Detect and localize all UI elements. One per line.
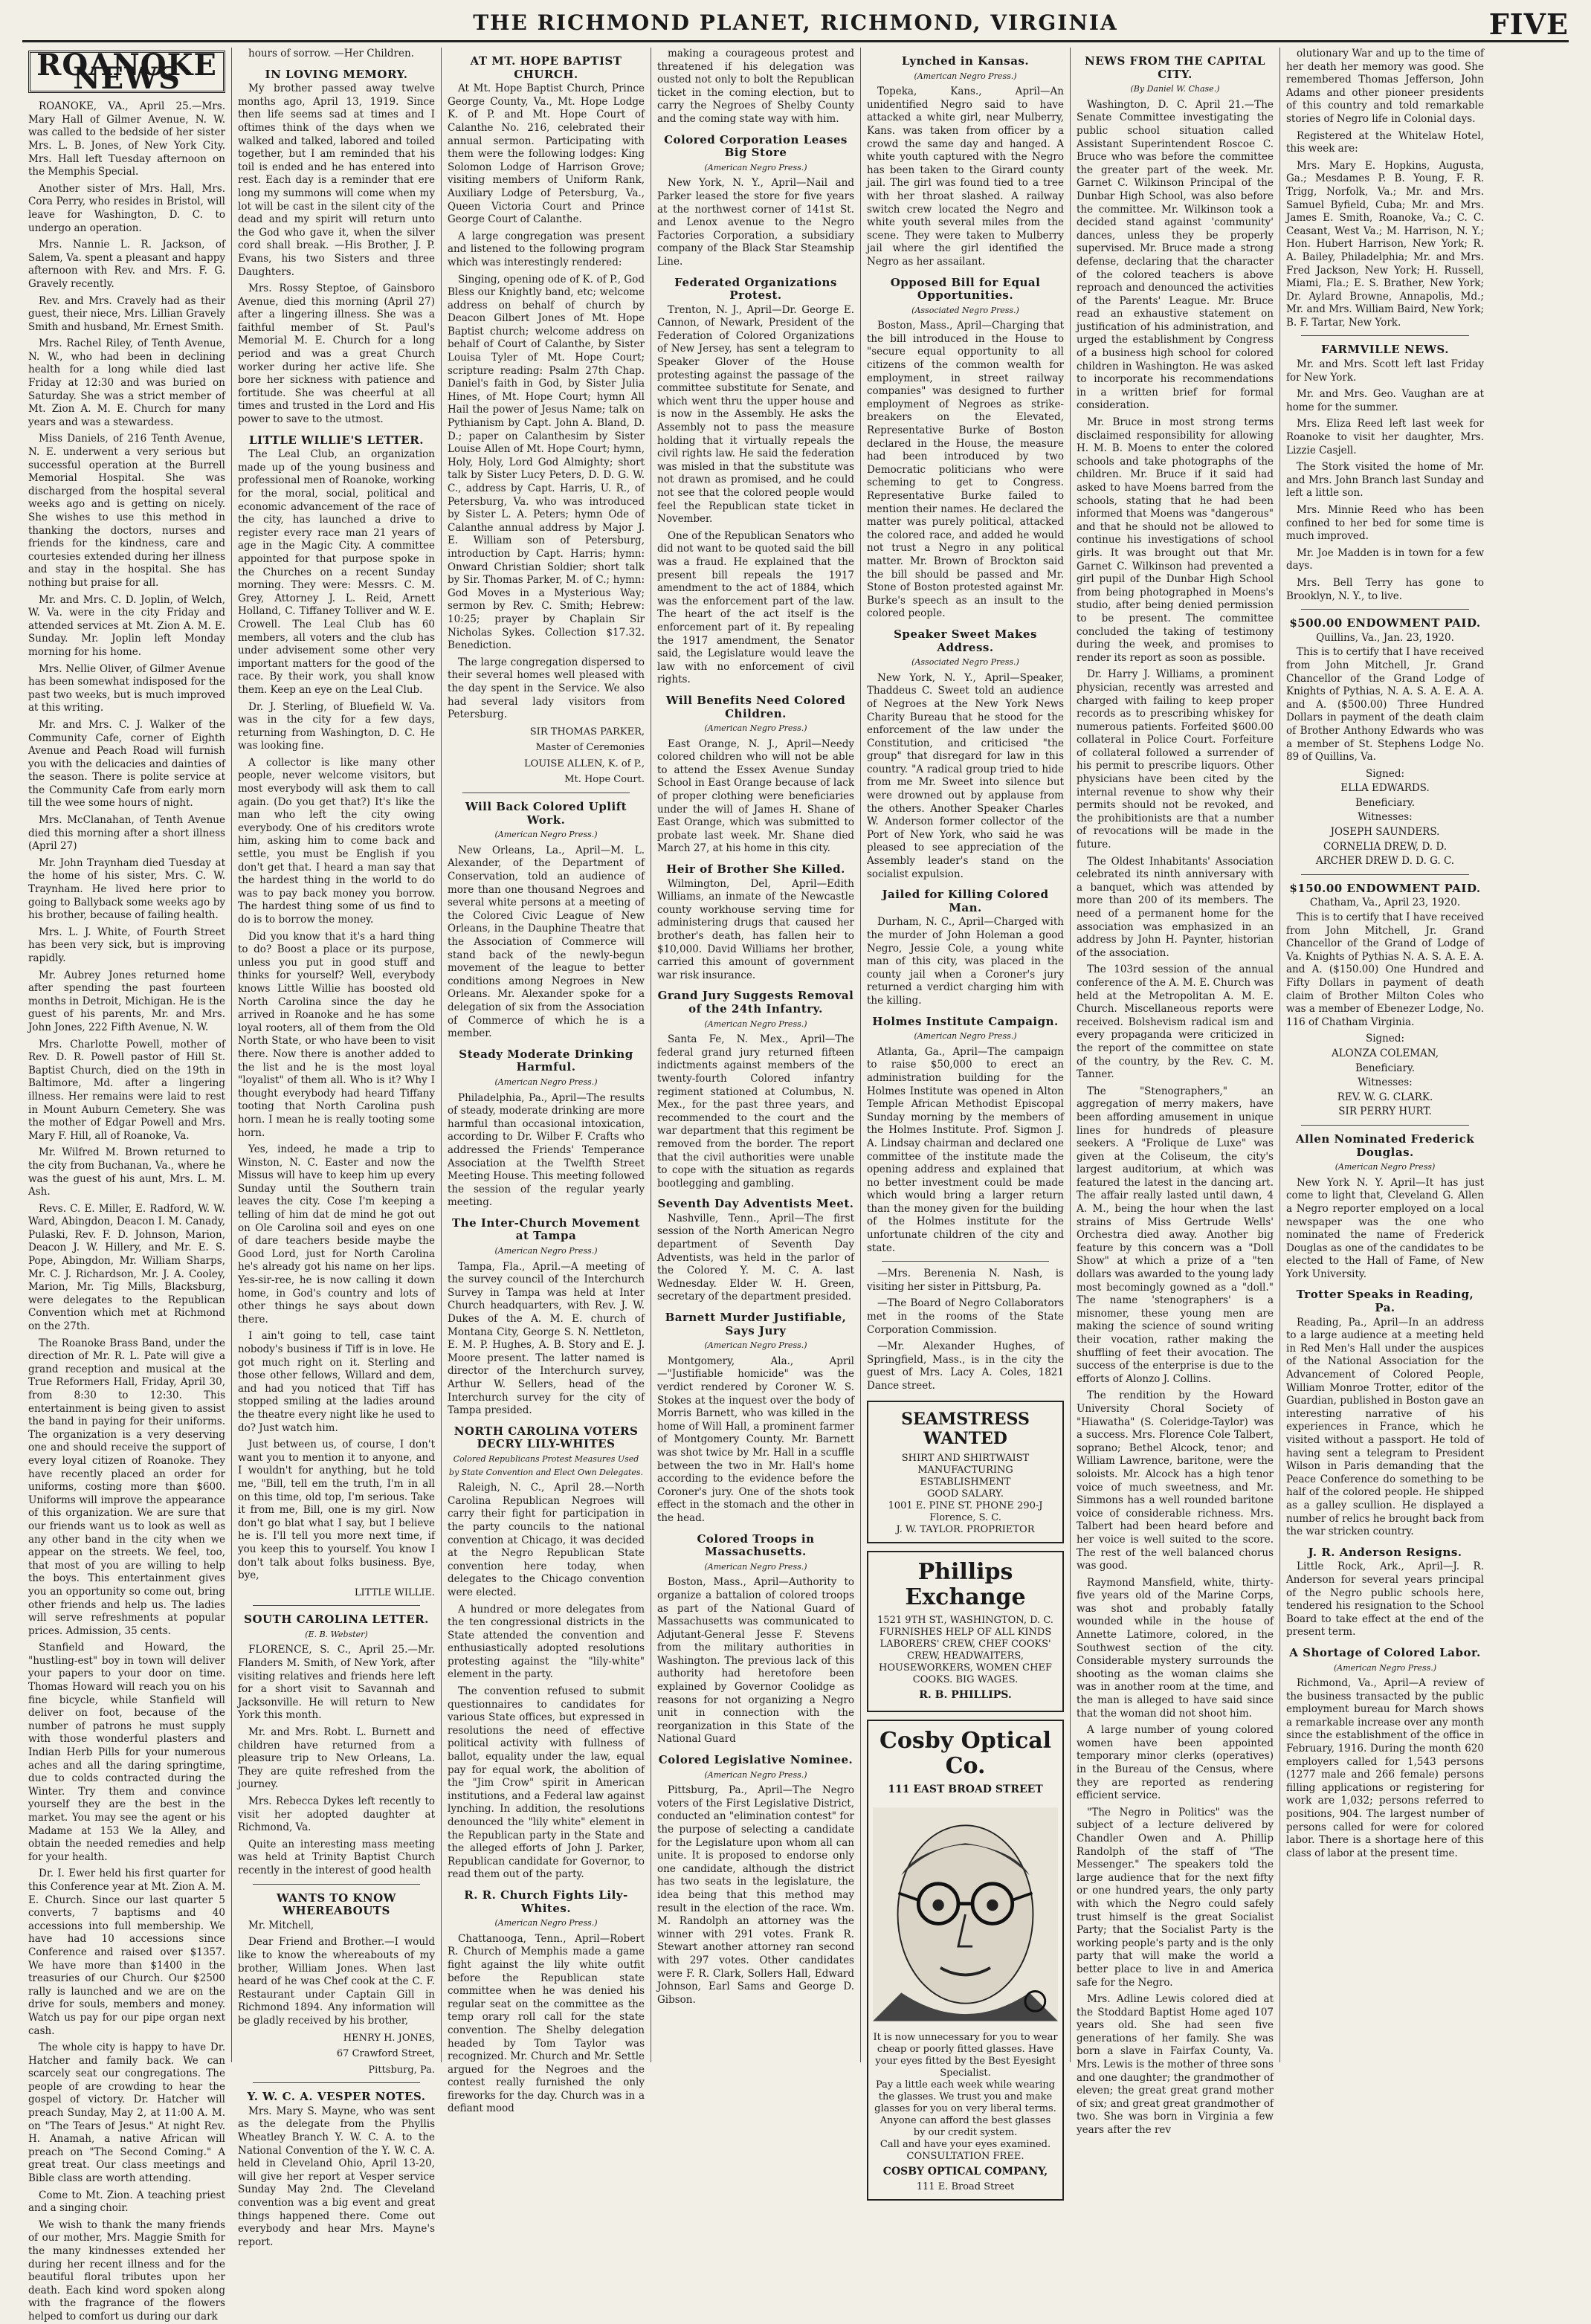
- nc-voters-subhead: Colored Republicans Protest Measures Used by State Convention and Elect Own Delegates.: [448, 1453, 644, 1477]
- column-7: [1280, 48, 1490, 2062]
- article-paragraph: East Orange, N. J., April—Needy colored children who will not be able to attend the Essex Avenue Sunday School in East Orange because of lack of proper clothing were beneficiaries under the will of James H. Shane of East Orange, which was submitted to probate last week. Mr. Shane died March 27, at his home in this city.: [657, 737, 854, 855]
- article-paragraph: Philadelphia, Pa., April—The results of steady, moderate drinking are more harmful than occasional intoxication, according to Dr. Wilber F. Crafts who addressed the Friends' Temperance Association at the Twelfth Street Meeting House. This meeting followed the session of the regular yearly meeting.: [448, 1091, 645, 1209]
- local-note: —The Board of Negro Collaborators met in the rooms of the State Corporation Commission.: [867, 1297, 1064, 1336]
- divider: [253, 1605, 420, 1606]
- douglas-header: Allen Nominated Frederick Douglas.: [1295, 1132, 1475, 1159]
- article-paragraph: New Orleans, La., April—M. L. Alexander, of the Department of Conservation, told an audience of more than one thousand Negroes and several white persons at a meeting of the Colored Civic League of New Orleans, in the Dauphine Theatre that the Association of Commerce will stand back of the newly-begun movement of the league to better conditions among Negroes in New Orleans. Mr. Alexander spoke for a delegation of six from the Association of Commerce of which he is a member.: [448, 844, 645, 1040]
- article-paragraph: Florence, S. C.: [929, 1511, 1001, 1523]
- article-paragraph: 1001 E. PINE ST. PHONE 290-J: [888, 1500, 1043, 1511]
- article-paragraph: FLORENCE, S. C., April 25.—Mr. Flanders M. Smith, of New York, after visiting relatives and friends here left for a short visit to Savannah and Jacksonville. He will return to New York this month.: [238, 1644, 435, 1722]
- article-text: olutionary War and up to the time of her death her memory was good. She remembered Thomas Jefferson, John Adams and other pioneer presidents of this country and told remarkable stories of Negro life in Colonial days.: [1286, 48, 1484, 125]
- article-paragraph: We wish to thank the many friends of our mother, Mrs. Maggie Smith for the many kindnesses extended her during her recent illness and for the beautiful floral tributes upon her death. Each kind word spoken along with the fragrance of the flowers helped to comfort us during our dark: [28, 2218, 225, 2323]
- divider: [253, 1884, 420, 1885]
- article-paragraph: The "Stenographers," an aggregation of merry makers, have been affording amusement in unique lines for hundreds of pleasure seekers. A "Frolique de Luxe" was given at the Coliseum, the city's largest auditorium, at which was featured the latest in the dancing art. The affair really lasted until dawn, 4 A. M., being the hour when the last strains of Miss Gertrude Wells' Orchestra died away. Another big feature by this concern was a "Doll Show" at which a prize of a "ten dollars was awarded to the young lady most becomingly gowned as a "doll." The name 'stenographers' is a misnomer, these young men are making the science of sound writing their vocation, rather making the shuffling of feet their avocation. The success of the enterprise is due to the efforts of Alonzo J. Collins.: [1077, 1085, 1274, 1385]
- column-4: [651, 48, 861, 2062]
- article-paragraph: This is to certify that I have received from John Mitchell, Jr. Grand Chancellor of the Grand of Lodge of Va. Knights of Pythias N. A. S. A. E. A. and A. ($150.00) One Hundred and Fifty Dollars in payment of death claim of Brother Milton Coles who was a member of Ebenezer Lodge, No. 116 of Chatham Virginia.: [1286, 911, 1485, 1028]
- article-paragraph: Just between us, of course, I don't want you to mention it to anyone, and I wouldn't for anything, but he told me, "Bill, tell em the truth, I'm in all on this time, old top, I'm serious. Take it from me, Bill, one is my girl. Now don't go blat what I say, but I believe he is. I'll tell you more next time, if you keep this to yourself. You know I don't talk about folks business. Bye, bye,: [238, 1439, 435, 1582]
- cosby-ad-signature-address: 111 E. Broad Street: [916, 2181, 1015, 2193]
- seamstress-ad-title: SEAMSTRESS WANTED: [901, 1409, 1030, 1448]
- article-paragraph: Singing, opening ode of K. of P., God Bless our Knightly band, etc; welcome address on behalf of church by Deacon Gilbert Jones of Mt. Hope Baptist church; welcome address on behalf of Court of Calanthe, by Sister Louisa Tyler of Mt. Hope Court; scripture reading: Psalm 27th Chap. Daniel's faith in God, by Sister Julia Hines, of Mt. Hope Court; hymn All Hail the power of Jesus Name; talk on Pythianism by Capt. John A. Bland, D. D.; paper on Calanthesim by Sister Louise Allen of Mt. Hope Court; hymn, Holy, Holy, Lord God Almighty; short talk by Sister Lucy Peters, D. D. G. W. C., address by Capt. Harris, U. R., of Petersburg, Va. who was introduced by Sister L. A. Peters; hymn Ode of Calanthe annual address by Major J. E. William son of Petersburg, introduction by Capt. Harris; hymn: Onward Christian Soldier; short talk by Sir. Thomas Parker, M. of C.; hymn: God Moves in a Mysterious Way; sermon by Rev. C. Smith; Hebrew: 10:25; prayer by Chaplain Sir Nicholas Sykes. Collection $17.32. Benediction.: [448, 273, 645, 652]
- jailed-header: Jailed for Killing Colored Man.: [882, 888, 1049, 914]
- divider: [1301, 335, 1469, 336]
- farmville-header: FARMVILLE NEWS.: [1321, 343, 1449, 357]
- article-paragraph: Mr. and Mrs. Geo. Vaughan are at home for the summer.: [1286, 388, 1484, 413]
- federated-body: [657, 304, 854, 687]
- barnett-body: [657, 1355, 854, 1526]
- article-paragraph: Mr. Bruce in most strong terms disclaimed responsibility for allowing H. M. B. Moens to enter the colored schools and take photographs of the children. Mr. Bruce if it said had asked to have Moens barred from the schools, stating that he had been informed that Moens was "dangerous" and that he should not be allowed to continue his investigations of school girls. It was brought out that Mr. Garnet C. Wilkinson had prevented a girl pupil of the Dunbar High School from being photographed in Moens's studio, after being denied permission to be present. The committee concluded the taking of testimony during the week, and promises to render its report as soon as possible.: [1077, 416, 1274, 664]
- article-paragraph: SIR THOMAS PARKER,: [529, 726, 645, 737]
- columns: [22, 48, 1569, 2323]
- article-paragraph: FURNISHES HELP OF ALL KINDS: [879, 1626, 1052, 1638]
- article-paragraph: Dr. Harry J. Williams, a prominent physician, recently was arrested and charged with failing to keep proper records as to prescribing whiskey for numerous patients. Forfeited $600.00 collateral in Police Court. Forfeiture of collateral followed a surrender of his permit to prescribe liquors. Other physicians have been cited by the internal revenue to show why their permits should not be revoked, and the prohibitionists are that a number of revocations will be made in the future.: [1077, 668, 1274, 851]
- uplift-header: Will Back Colored Uplift Work.: [465, 800, 627, 827]
- endowment-150-signatures: [1286, 1033, 1484, 1119]
- page-number: FIVE: [1488, 7, 1569, 41]
- article-paragraph: JOSEPH SAUNDERS.: [1330, 826, 1440, 839]
- article-paragraph: Mrs. Rossy Steptoe, of Gainsboro Avenue, died this morning (April 27) after a lingering illness. She was a faithful member of St. Paul's Memorial M. E. Church for a long period and was a great Church worker during her active life. She bore her sickness with patience and fortitude. She was cheerful at all times and trusted in the Lord and His power to save to the utmost.: [238, 283, 435, 426]
- article-paragraph: Montgomery, Ala., April—"Justifiable homicide" was the verdict rendered by Coroner W. S. Stokes at the inquest over the body of Morris Barnett, who was killed in the home of Will Hall, a prominent farmer of Montgomery County. Mr. Barnett was shot twice by Mr. Hall in a scuffle between the two in Mr. Hall's home according to the evidence before the Coroner's jury. One of the shots took effect in the stomach and the other in the head.: [657, 1355, 854, 1524]
- column-1: [22, 48, 232, 2323]
- article-paragraph: A large congregation was present and listened to the following program which was interestingly rendered:: [448, 230, 645, 268]
- article-paragraph: The whole city is happy to have Dr. Hatcher and family back. We can scarcely seat our congregations. The people of are crowding to hear the gospel of victory. Dr. Hatcher will preach Sunday, May 2, at 11:00 A. M. on "The Tears of Jesus." At night Rev. H. Anamah, a native African will preach on "The Second Coming." A great treat. Our class meetings and Bible class are worth attending.: [28, 2041, 225, 2185]
- mt-hope-signature: [448, 726, 645, 787]
- article-paragraph: Another sister of Mrs. Hall, Mrs. Cora Perry, who resides in Bristol, will leave for Washington, D. C. to undergo an operation.: [28, 182, 225, 234]
- article-paragraph: Mrs. McClanahan, of Tenth Avenue died this morning after a short illness (April 27): [28, 814, 225, 853]
- east-orange-header: Will Benefits Need Colored Children.: [665, 693, 846, 720]
- heir-header: Heir of Brother She Killed.: [666, 862, 845, 877]
- in-loving-memory-header: IN LOVING MEMORY.: [265, 67, 408, 81]
- corporation-source: (American Negro Press.): [704, 162, 807, 172]
- article-paragraph: New York, N. Y., April—Nail and Parker leased the store for five years at the northwest corner of 141st St. and Lenox avenue to the Negro Factories Corporation, a subsidiary company of the Black Star Steamship Line.: [657, 177, 854, 268]
- local-note: —Mrs. Berenenia N. Nash, is visiting her sister in Pittsburg, Pa.: [867, 1268, 1064, 1293]
- article-paragraph: Santa Fe, N. Mex., April—The federal grand jury returned fifteen indictments against members of the twenty-fourth Colored infantry regiment stationed at Columbus, N. Mex., for the past three years, and recommended to the court and the war department that this regiment be removed from the border. The report that the civil authorities were unable to cope with the situation as regards bootlegging and gambling.: [657, 1033, 854, 1190]
- article-paragraph: Dr. J. Sterling, of Bluefield W. Va. was in the city for a few days, returning from Washington, D. C. He was looking fine.: [238, 700, 435, 752]
- article-paragraph: My brother passed away twelve months ago, April 13, 1919. Since then life seems sad at times and I oftimes think of the days when we walked and talked, labored and toiled together, but I am reminded that his toil is ended and he has entered into rest. Each day is a reminder that ere long my summons will come when my lot will be cast in the silent city of the dead and my spirit will return unto the God who gave it, when the silver cord shall break. —His Brother, J. P. Evans, his two Sisters and three Daughters.: [238, 83, 435, 278]
- opposed-bill-body: [867, 320, 1064, 621]
- column-2: [232, 48, 442, 2248]
- ywca-body: [238, 2105, 435, 2250]
- article-paragraph: Mrs. L. J. White, of Fourth Street has been very sick, but is improving rapidly.: [28, 926, 225, 964]
- article-text: making a courageous protest and threatened if his delegation was ousted not only to bolt the Republican ticket in the coming election, but to carry the Negroes of Shelby County and the coming state way with him.: [657, 48, 854, 125]
- article-paragraph: Washington, D. C. April 21.—The Senate Committee investigating the public school situation called Assistant Superintendent Roscoe C. Bruce who was before the committee the greater part of the week. Mr. Garnet C. Wilkinson Principal of the Dunbar High School, was also before the committee. Mr. Wilkinson took a decided stand against 'community' dances, unless they be properly supervised. Mr. Bruce made a strong defense, declaring that the character of the colored teachers is above reproach and denounced the activities of the Parents' League. Mr. Bruce read an exhaustive statement on justification of his administration, and urged the establishment by Congress of a business high school for colored children in Washington. He was asked to incorporate his recommendations in a written brief for formal consideration.: [1077, 98, 1274, 412]
- article-text: hours of sorrow. —Her Children.: [248, 48, 414, 59]
- uplift-source: (American Negro Press.): [494, 830, 598, 840]
- labor-source: (American Negro Press.): [1333, 1662, 1437, 1673]
- corporation-header: Colored Corporation Leases Big Store: [664, 132, 848, 160]
- east-orange-body: [657, 738, 854, 856]
- article-paragraph: ALONZA COLEMAN,: [1331, 1047, 1439, 1059]
- roanoke-news-body: [28, 100, 225, 2323]
- lynched-source: (American Negro Press.): [914, 71, 1017, 81]
- article-paragraph: Beneficiary.: [1355, 796, 1416, 809]
- article-paragraph: Raleigh, N. C., April 28.—North Carolina Republican Negroes will carry their fight for participation in the party councils to the national convention at Chicago, it was decided at the Negro Republican State convention here today, when delegates to the Chicago convention were elected.: [448, 1482, 645, 1598]
- south-carolina-byline: (E. B. Webster): [305, 1629, 368, 1639]
- cosby-ad-title: Cosby Optical Co.: [879, 1728, 1052, 1780]
- corporation-body: [657, 177, 854, 268]
- article-paragraph: This is to certify that I have received from John Mitchell, Jr. Grand Chancellor of the Grand Lodge of Knights of Pythias, N. A. S. A. E. A. A. and A. ($500.00) Three Hundred Dollars in payment of the death claim of Brother Anthony Edwards who was a member of St. Stephens Lodge No. 89 of Quillins, Va.: [1286, 646, 1485, 764]
- article-paragraph: Boston, Mass., April—Charging that the bill introduced in the House to "secure equal opportunity to all citizens of the common wealth for employment, in street railway companies" was designed to further employment of Negroes as strike-breakers on the Elevated, Representative Burke of Boston declared in the House, the measure had been introduced by two Democratic politicians who were scheming to get to Congress. Representative Burke failed to mention their names. He declared the matter was purely political, attacked the colored race, and added he would not trust a Negro in any political matter. Mr. Brown of Brockton said the bill should be passed and Mr. Stone of Boston protested against Mr. Burke's speech as an insult to the colored people.: [867, 320, 1064, 620]
- holmes-header: Holmes Institute Campaign.: [872, 1014, 1059, 1028]
- column-3: [442, 48, 651, 2115]
- article-paragraph: Tampa, Fla., April.—A meeting of the survey council of the Interchurch Survey in Tampa was held at Inter Church headquarters, with Rev. J. W. Dukes of the A. M. E. church of Montana City, George S. N. Nettleton, E. M. P. Hughes, A. B. Story and E. J. Moore present. The latter named is director of the Interchurch survey, Arthur W. Sellers, head of the Interchurch survey for the city of Tampa presided.: [448, 1260, 645, 1417]
- article-paragraph: Mr. and Mrs. Scott left last Friday for New York.: [1286, 358, 1484, 384]
- article-paragraph: New York N. Y. April—It has just come to light that, Cleveland G. Allen a Negro reporter employed on a local newspaper was the one who nominated the name of Frederick Douglas as one of the candidates to be elected to the Hall of Fame, of New York University.: [1286, 1176, 1484, 1280]
- grand-jury-source: (American Negro Press.): [704, 1019, 807, 1029]
- column-5: [861, 48, 1071, 2193]
- south-carolina-body: [238, 1644, 435, 1877]
- labor-header: A Shortage of Colored Labor.: [1289, 1645, 1481, 1659]
- legislative-source: (American Negro Press.): [704, 1769, 807, 1780]
- article-paragraph: The large congregation dispersed to their several homes well pleased with the day spent in the Service. We also had several lady visitors from Petersburg.: [448, 656, 645, 721]
- rr-church-header: R. R. Church Fights Lily-Whites.: [464, 1888, 628, 1915]
- article-paragraph: Dr. I. Ewer held his first quarter for this Conference year at Mt. Zion A. M. E. Church. Since our last quarter 5 converts, 7 baptisms and 40 accessions into full membership. We have had 10 accessions since Conference and raised over $1357. We have more than $1400 in the treasuries of our Church. Our $2500 rally is launched and we are on the drive for souls, members and money. Watch us pay for our pipe organ next cash.: [28, 1868, 225, 2037]
- article-paragraph: The Roanoke Brass Band, under the direction of Mr. R. L. Pate will give a grand reception and musical at the True Reformers Hall, Friday, April 30, from 8:30 to 12:30. This entertainment is being given to assist the band in paying for their uniforms. The organization is a very deserving one and should receive the support of every loyal citizen of Roanoke. They have recently placed an order for uniforms, costing more than $600. Uniforms will improve the appearance of this organization. We are sure that our friends want us to look as well as any other band in the city when we appear on the streets. We feel, too, that most of you are willing to help the boys. This entertainment gives you an opportunity so come out, bring other friends and help us. The ladies will serve refreshments at popular prices. Admission, 35 cents.: [28, 1337, 225, 1637]
- mt-hope-body: [448, 83, 645, 722]
- endowment-500-signatures: [1286, 768, 1484, 868]
- article-paragraph: 1521 9TH ST., WASHINGTON, D. C.: [877, 1614, 1053, 1626]
- whereabouts-signature: [238, 2032, 435, 2077]
- article-paragraph: Raymond Mansfield, white, thirty-five years old of the Marine Corps, was shot and probably fatally wounded while in the house of Annette Latimore, colored, in the Southwest section of the city. Considerable mystery surrounds the shooting as the woman claims she was in another room at the time, and the man is alleged to have said since that the woman did not shoot him.: [1077, 1576, 1274, 1720]
- little-willie-signature: LITTLE WILLIE.: [354, 1587, 435, 1598]
- douglas-source: (American Negro Press): [1335, 1162, 1436, 1172]
- federated-header: Federated Organizations Protest.: [674, 275, 837, 303]
- opposed-bill-source: (Associated Negro Press.): [911, 305, 1019, 315]
- divider: [253, 2082, 420, 2083]
- endowment-500-header: $500.00 ENDOWMENT PAID.: [1289, 616, 1481, 630]
- article-paragraph: Quite an interesting mass meeting was held at Trinity Baptist Church recently in the interest of good health: [238, 1838, 435, 1876]
- article-paragraph: I ain't going to tell, case taint nobody's business if Tiff is in love. He got much right on it. Sterling and those other fellows, Willard and dem, and had you noticed that Tiff has stopped smiling at the ladies around the theatre every night like he used to do? Just watch him.: [238, 1330, 435, 1434]
- article-paragraph: Nashville, Tenn., April—The first session of the North American Negro department of Seventh Day Adventists, was held in the parlor of the Colored Y. M. C. A. last Wednesday. Elder W. H. Green, secretary of the department presided.: [657, 1212, 854, 1303]
- article-paragraph: CREW, HEADWAITERS,: [907, 1650, 1024, 1662]
- article-paragraph: CORNELIA DREW, D. D.: [1323, 840, 1448, 853]
- seamstress-ad-lines: [873, 1453, 1058, 1524]
- article-paragraph: Pittsburg, Pa.: [368, 2064, 435, 2076]
- article-paragraph: Did you know that it's a hard thing to do? Boost a place or its purpose, unless you put in good stuff and thinks for yourself? Well, everybody knows Little Willie has boosted old North Carolina since the day he arrived in Roanoke and he has some loyal rooters, all of them from the Old North State, or who have been to visit there. Now there is another added to the list and he is the most loyal "loyalist" of them all. Who is it? Why I thought everybody had heard Tiffany tooting that North Carolina push horn. I mean he is really tooting some horn.: [238, 930, 435, 1139]
- article-paragraph: Atlanta, Ga., April—The campaign to raise $50,000 to erect an administration building for the Holmes Institute was opened in Alton Temple African Methodist Episcopal Sunday morning by the members of the Holmes Institute. Prof. Sigmon J. A. Lindsay chairman and declared one committee of the institute made the opening address and explained that no better investment could be made which would bring a larger return than the money given for the building of the Holmes institute for the unfortunate children of the city and state.: [867, 1045, 1064, 1254]
- drinking-body: [448, 1092, 645, 1210]
- article-paragraph: Mrs. Mary S. Mayne, who was sent as the delegate from the Phyllis Wheatley Branch Y. W. C. A. to the National Convention of the Y. W. C. A. held in Cleveland Ohio, April 13-20, will give her report at Vesper service Sunday May 2nd. The Cleveland convention was a big event and great things happened there. Come out everybody and hear Mrs. Mayne's report.: [238, 2105, 435, 2248]
- endowment-150-date: Chatham, Va., April 23, 1920.: [1309, 897, 1461, 909]
- article-paragraph: Mr. John Traynham died Tuesday at the home of his sister, Mrs. C. W. Traynham. He lived here prior to going to Ballyback some weeks ago by his brother, because of failing health.: [28, 856, 225, 922]
- article-paragraph: Pay a little each week while wearing the glasses. We trust you and make glasses for you on very liberal terms.: [874, 2079, 1056, 2114]
- article-paragraph: Registered at the Whitelaw Hotel, this week are:: [1286, 129, 1484, 155]
- article-paragraph: A large number of young colored women have been appointed temporary minor clerks (operatives) in the Bureau of the Census, where they are reported as rendering efficient service.: [1077, 1724, 1274, 1802]
- article-paragraph: Signed:: [1365, 767, 1405, 780]
- portrait-icon: [873, 1803, 1058, 2026]
- rr-church-source: (American Negro Press.): [494, 1918, 598, 1928]
- article-paragraph: Anyone can afford the best glasses by our credit system.: [880, 2114, 1051, 2138]
- article-paragraph: HOUSEWORKERS, WOMEN CHEF: [879, 1662, 1052, 1673]
- lynched-header: Lynched in Kansas.: [901, 54, 1030, 68]
- grand-jury-header: Grand Jury Suggests Removal of the 24th Infantry.: [657, 989, 854, 1016]
- holmes-body: [867, 1046, 1064, 1256]
- article-paragraph: Witnesses:: [1358, 811, 1413, 824]
- lynched-body: [867, 85, 1064, 268]
- article-paragraph: Mr. and Mrs. Robt. L. Burnett and children have returned from a pleasure trip to New Orleans, La. They are quite refreshed from the journey.: [238, 1726, 435, 1791]
- seamstress-ad: [867, 1401, 1064, 1543]
- ywca-header: Y. W. C. A. VESPER NOTES.: [247, 2090, 426, 2104]
- article-paragraph: COOKS. BIG WAGES.: [912, 1673, 1019, 1685]
- article-paragraph: REV. W. G. CLARK.: [1337, 1091, 1433, 1103]
- article-paragraph: Dear Friend and Brother.—I would like to know the whereabouts of my brother, William Jones. When last heard of he was Chef cook at the C. F. Restaurant under Captain Gill in Richmond 1894. Any information will be gladly received by his brother,: [238, 1936, 435, 2027]
- little-willie-header: LITTLE WILLIE'S LETTER.: [249, 433, 424, 447]
- article-paragraph: The rendition by the Howard University Choral Society of "Hiawatha" (S. Coleridge-Taylor) was a success. Mrs. Florence Cole Talbert, soprano; Bethel Alcock, tenor; and William Lawrence, baritone, were the soloists. Mr. Alcock has a high tenor voice of much sweetness, and Mr. Simmons has a well rounded baritone voice of considerable richness. Mrs. Talbert had been heard before and her voice is well suited to the score. The rest of the well balanced chorus was good.: [1077, 1389, 1274, 1572]
- in-loving-memory-body: [238, 83, 435, 426]
- article-paragraph: Mr. Joe Madden is in town for a few days.: [1286, 546, 1484, 572]
- article-paragraph: The 103rd session of the annual conference of the A. M. E. Church was held at the Metropolitan A. M. E. Church. Miscellaneous reports were received. Bolshevism radical ism and every propaganda were criticized in the report of the committee on state of the country, by the Rev. C. M. Tanner.: [1077, 964, 1274, 1081]
- article-paragraph: Pittsburg, Pa., April—The Negro voters of the First Legislative District, conducted an "elimination contest" for the purpose of selecting a candidate for the Legislature upon whom all can unite. It is proposed to endorse only one candidate, although the district has two seats in the legislature, the idea being that this method may result in the election of the race. Wm. M. Randolph an attorney was the winner with 291 votes. Frank R. Stewart another attorney ran second with 297 votes. Other candidates were F. R. Clark, Sollers Hall, Edward Johnson, Earl Sams and George D. Gibson.: [657, 1784, 854, 2006]
- phillips-ad-signature: R. B. PHILLIPS.: [919, 1688, 1012, 1701]
- troops-body: [657, 1576, 854, 1746]
- article-paragraph: Mrs. Adline Lewis colored died at the Stoddard Baptist Home aged 107 years old. She had seen five generations of her family. She was born a slave in Fairfax County, Va. Mrs. Lewis is the mother of three sons and one daughter; the grandmother of eleven; the great great grand mother of six; and great great grandmother of two. She was born in Virginia a few years after the rev: [1077, 1993, 1274, 2137]
- drinking-source: (American Negro Press.): [494, 1077, 598, 1087]
- jailed-body: [867, 916, 1064, 1007]
- article-paragraph: Mrs. Minnie Reed who has been confined to her bed for some time is much improved.: [1286, 504, 1484, 543]
- article-paragraph: Richmond, Va., April—A review of the business transacted by the public employment bureau for March shows a remarkable increase over any month since the establishment of the office in February, 1916. During the month 620 employers called for 1,543 persons (1277 male and 266 female) persons filling applications or registering for work are 1,032; persons referred to positions, 904. The largest number of persons called for were for colored labor. There is a shortage here of this class of labor at the present time.: [1286, 1677, 1484, 1859]
- article-paragraph: SIR PERRY HURT.: [1338, 1105, 1432, 1118]
- article-paragraph: New York, N. Y., April—Speaker, Thaddeus C. Sweet told an audience of Negroes at the New York News Charity Bureau that he stood for the enforcement of the law under the Constitution, and criticised "the group" that disregard for law in this country. "A radical group tried to hide from me Mr. Sweet into silence but were drowned out by applause from the others. Another Speaker Charles W. Anderson former collector of the Port of New York, who said he was pleased to see appreciation of the Assembly leader's stand on the socialist expulsion.: [867, 671, 1064, 880]
- tampa-source: (American Negro Press.): [494, 1246, 598, 1256]
- divider: [1301, 1125, 1469, 1126]
- masthead: [22, 6, 1569, 42]
- whereabouts-body: [238, 1920, 435, 2028]
- barnett-header: Barnett Murder Justifiable, Says Jury: [665, 1311, 847, 1337]
- article-paragraph: Reading, Pa., April—In an address to a large audience at a meeting held in Red Men's Hall under the auspices of the National Association for the Advancement of Colored People, William Monroe Trotter, editor of the Guardian, published in Boston gave an interesting narrative of his experiences in France, which he visited without a passport. He told of having sent a telegram to President Wilson in Paris demanding that the Peace Conference do something to be half of the colored people. He shipped as a galley scullion. He displayed a number of relics he brought back from the war stricken country.: [1286, 1316, 1484, 1538]
- article-paragraph: It is now unnecessary for you to wear cheap or poorly fitted glasses. Have your eyes fitted by the Best Eyesight Specialist.: [873, 2031, 1058, 2079]
- article-paragraph: LOUISE ALLEN, K. of P.,: [524, 758, 645, 769]
- article-paragraph: GOOD SALARY.: [927, 1488, 1004, 1500]
- endowment-150-header: $150.00 ENDOWMENT PAID.: [1289, 881, 1481, 895]
- article-paragraph: Trenton, N. J., April—Dr. George E. Cannon, of Newark, President of the Federation of Colored Organizations of New Jersey, has sent a telegram to Speaker Glover of the House protesting against the passage of the committee substitute for Senate, and which went thru the upper house and is now in the Assembly. He asks the Assembly not to pass the measure holding that it virtually repeals the civil rights law. He said the federation was misled in that the substitute was not drawn as promised, and he could not see that the colored people would feel the Republican state ticket in November.: [657, 303, 854, 526]
- cosby-ad-address: 111 EAST BROAD STREET: [888, 1784, 1043, 1796]
- adventists-header: Seventh Day Adventists Meet.: [657, 1197, 854, 1211]
- grand-jury-body: [657, 1033, 854, 1190]
- article-paragraph: Witnesses:: [1358, 1077, 1413, 1089]
- mt-hope-header: AT MT. HOPE BAPTIST CHURCH.: [470, 54, 622, 81]
- article-paragraph: Revs. C. E. Miller, E. Radford, W. W. Ward, Abingdon, Deacon I. M. Canady, Pulaski, Rev. F. D. Johnson, Marion, Deacon J. W. Hillery, and Mr. E. S. Pope, Abingdon, Mr. William Sharps, Mr. C. J. Richardson, Mr. J. A. Cooley, Marion, Mr. Tig Mills, Blacksburg, were delegates to the Republican Convention which met at Richmond on the 27th.: [28, 1202, 225, 1333]
- uplift-body: [448, 845, 645, 1041]
- rr-church-body: [448, 1933, 645, 2116]
- legislative-header: Colored Legislative Nominee.: [658, 1753, 853, 1767]
- endowment-150-body: [1286, 911, 1484, 1029]
- capital-city-header: NEWS FROM THE CAPITAL CITY.: [1085, 54, 1265, 81]
- whitelaw-body: [1286, 130, 1484, 330]
- article-paragraph: Durham, N. C., April—Charged with the murder of John Holeman a good Negro, Jessie Cole, a young white man of this city, was placed in the county jail when a Coroner's jury returned a verdict charging him with the killing.: [867, 916, 1064, 1007]
- article-paragraph: One of the Republican Senators who did not want to be quoted said the bill was a fraud. He explained that the present bill repeals the 1917 amendment to the act of 1884, which was the enforcement part of the law. The heart of the act itself is the enforcement part of it. By repealing the 1917 amendment, the Senator said, the Legislature would leave the law with no enforcement of civil rights.: [657, 529, 854, 686]
- article-paragraph: Mr. Wilfred M. Brown returned to the city from Buchanan, Va., where he was the guest of his aunt, Mrs. L. M. Ash.: [28, 1146, 225, 1198]
- article-paragraph: 67 Crawford Street,: [336, 2048, 435, 2060]
- anderson-body: [1286, 1560, 1484, 1639]
- article-paragraph: Miss Daniels, of 216 Tenth Avenue, N. E. underwent a very serious but successful operation at the Burrell Memorial Hospital. She was discharged from the hospital several weeks ago and is getting on nicely. She wishes to use this method in thanking the doctors, nurses and friends for the kindness, care and courtesies extended during her illness and stay in the hospital. She has nothing but praise for all.: [28, 433, 225, 589]
- seamstress-ad-proprietor: J. W. TAYLOR. PROPRIETOR: [896, 1523, 1035, 1535]
- endowment-500-body: [1286, 646, 1484, 764]
- nc-voters-header: NORTH CAROLINA VOTERS DECRY LILY-WHITES: [454, 1424, 639, 1451]
- article-paragraph: Mrs. Nellie Oliver, of Gilmer Avenue has been somewhat indisposed for the past two weeks, but is much improved at this writing.: [28, 662, 225, 714]
- phillips-exchange-ad: [867, 1551, 1064, 1713]
- article-paragraph: Signed:: [1365, 1033, 1405, 1045]
- article-paragraph: Beneficiary.: [1355, 1062, 1416, 1074]
- opposed-bill-header: Opposed Bill for Equal Opportunities.: [890, 275, 1041, 303]
- spectacles-portrait-illustration: [873, 1803, 1058, 2026]
- troops-header: Colored Troops in Massachusetts.: [697, 1531, 815, 1559]
- tampa-body: [448, 1261, 645, 1418]
- trotter-body: [1286, 1317, 1484, 1539]
- article-paragraph: Call and have your eyes examined. CONSULTATION FREE.: [880, 2138, 1051, 2162]
- article-paragraph: The Oldest Inhabitants' Association celebrated its ninth anniversary with a banquet, which was attended by more than 200 of its members. The need of a permanent home for the association was emphasized in an address by John H. Paynter, historian of the association.: [1077, 855, 1274, 959]
- article-paragraph: HENRY H. JONES,: [343, 2032, 435, 2044]
- article-paragraph: Mt. Hope Court.: [564, 774, 645, 786]
- east-orange-source: (American Negro Press.): [704, 723, 807, 734]
- cosby-optical-ad: [867, 1720, 1064, 2201]
- article-paragraph: ROANOKE, VA., April 25.—Mrs. Mary Hall of Gilmer Avenue, N. W. was called to the bedside of her sister Mrs. L. B. Jones, of New York City. Mrs. Hall left Tuesday afternoon on the Memphis Special.: [28, 100, 225, 178]
- divider: [1301, 609, 1469, 610]
- local-note: —Mr. Alexander Hughes, of Springfield, Mass., is in the city the guest of Mrs. Lacy A. Coles, 1821 Dance street.: [867, 1340, 1064, 1392]
- article-paragraph: The Stork visited the home of Mr. and Mrs. John Branch last Sunday and left a little son.: [1286, 461, 1484, 500]
- capital-city-byline: (By Daniel W. Chase.): [1130, 84, 1220, 94]
- article-paragraph: Wilmington, Del, April—Edith Williams, an inmate of the Newcastle county workhouse serving time for administering drugs that caused her brother's death, has fallen heir to $10,000. David Williams her brother, carried this amount of government war risk insurance.: [657, 877, 854, 981]
- article-paragraph: At Mt. Hope Baptist Church, Prince George County, Va., Mt. Hope Lodge K. of P. and Mt. Hope Court of Calanthe No. 216, celebrated their annual sermon. Participating with them were the following lodges: King Solomon Lodge of Harrison Grove; visiting members of Uniform Rank, Auxiliary Lodge of Petersburg, Va., Queen Victoria Court and Prince George Court of Calanthe.: [448, 83, 645, 226]
- tampa-header: The Inter-Church Movement at Tampa: [452, 1216, 640, 1243]
- barnett-source: (American Negro Press.): [704, 1340, 807, 1351]
- nc-voters-body: [448, 1482, 645, 1882]
- article-paragraph: Little Rock, Ark., April—J. R. Anderson for several years principal of the Negro public schools here, tendered his resignation to the School Board to take effect at the end of the present term.: [1286, 1560, 1484, 1639]
- article-paragraph: Mrs. Eliza Reed left last week for Roanoke to visit her daughter, Mrs. Lizzie Casjell.: [1286, 418, 1484, 456]
- article-paragraph: Mrs. Bell Terry has gone to Brooklyn, N. Y., to live.: [1286, 576, 1484, 602]
- divider: [882, 1261, 1049, 1262]
- article-paragraph: ARCHER DREW D. D. G. C.: [1315, 855, 1455, 868]
- article-paragraph: Mr. and Mrs. C. D. Joplin, of Welch, W. Va. were in the city Friday and attended services at Mt. Zion A. M. E. Sunday. Mr. Joplin left Monday morning for his home.: [28, 593, 225, 658]
- column-6: [1071, 48, 1280, 2137]
- article-paragraph: The convention refused to submit questionnaires to candidates for various State offices, but expressed in resolutions the need of effective political activity with fullness of ballot, equality under the law, equal pay for equal work, the abolition of the "Jim Crow" spirit in American institutions, and a Federal law against lynching. In addition, the resolutions denounced the "lily white" element in the Republican party in the State and the alleged efforts of John J. Parker, Republican candidate for Governor, to read them out of the party.: [448, 1685, 645, 1881]
- speaker-source: (Associated Negro Press.): [911, 657, 1019, 668]
- speaker-header: Speaker Sweet Makes Address.: [894, 627, 1037, 654]
- article-paragraph: Mr. Mitchell,: [248, 1919, 314, 1931]
- article-paragraph: Topeka, Kans., April—An unidentified Negro said to have attacked a white girl, near Mulberry, Kans. was taken from officer by a crowd the same day and hanged. A white youth captured with the Negro has been taken to the Girard county jail. The girl was found tied to a tree with her throat slashed. A railway switch crew located the Negro and white youth several miles from the scene. They were taken to Mulberry jail where the girl identified the Negro as her assailant.: [867, 85, 1064, 268]
- article-paragraph: Yes, indeed, he made a trip to Winston, N. C. Easter and now the Missus will have to keep him up every Sunday until the Southern train leaves the city. Cose I'm keeping a telling of him dat de mind he got out on Ole Carolina soil and eyes on one of dare teachers beside maybe the Good Lord, just for North Carolina he's already got his name on her lips. Yes-sir-ree, he is now calling it down home, in God's country and lots of other things he says about down there.: [238, 1143, 435, 1326]
- phillips-ad-title: Phillips Exchange: [905, 1558, 1026, 1610]
- article-paragraph: The Leal Club, an organization made up of the young business and professional men of Roanoke, working for the moral, social, political and economic advancement of the race of the city, has launched a drive to register every race man 21 years of age in the Magic City. A committee appointed for that purpose spoke in the Churches on a recent Sunday morning. They were: Messrs. C. M. Grey, Attorney J. L. Reid, Arnett Holland, C. Tiffaney Tolliver and W. E. Crowell. The Leal Club has 60 members, all voters and the club has under advisement some other very important matters for the good of the race. By their work, you shall know them. Keep an eye on the Leal Club.: [238, 448, 435, 696]
- article-paragraph: Chattanooga, Tenn., April—Robert R. Church of Memphis made a game fight against the lily white outfit before the Republican state committee when he was denied his regular seat on the committee as the temp orary roll call for the state convention. The Shelby delegation headed by Tom Taylor was recognized. Mr. Church and Mr. Settle argued for the Negroes and the contest really furnished the only fireworks for the day. Church was in a defiant mood: [448, 1932, 645, 2115]
- labor-body: [1286, 1677, 1484, 1860]
- article-paragraph: Mrs. Charlotte Powell, mother of Rev. D. R. Powell pastor of Hill St. Baptist Church, died on the 19th in Baltimore, Md. after a lingering illness. Her remains were laid to rest in Mount Auburn Cemetery. She was the mother of Edgar Powell and Mrs. Mary F. Hill, all of Roanoke, Va.: [28, 1038, 225, 1142]
- holmes-source: (American Negro Press.): [914, 1031, 1017, 1042]
- article-paragraph: ELLA EDWARDS.: [1340, 782, 1430, 795]
- article-paragraph: Mrs. Mary E. Hopkins, Augusta, Ga.; Mesdames P. B. Young, F. R. Trigg, Norfolk, Va.; Mr. and Mrs. Samuel Byfield, Cuba; Mr. and Mrs. James E. Smith, Roanoke, Va.; C. C. Ceasant, West Va.; M. Harrison, N. Y.; Hon. Hubert Harrison, New York; R. A. Bailey, Philadelphia; Mr. and Mrs. Fred Jackson, New York; H. Russell, Miami, Fla.; E. S. Brather, New York; Dr. Aylard Browne, Annapolis, Md.; Mr. and Mrs. William Baird, New York; B. F. Tartar, New York.: [1286, 159, 1484, 329]
- article-paragraph: A hundred or more delegates from the ten congressional districts in the State attended the convention and enthusiastically adopted resolutions protesting against the "lily-white" element in the party.: [448, 1603, 645, 1681]
- phillips-ad-lines: [873, 1615, 1058, 1686]
- article-paragraph: Mrs. Rachel Riley, of Tenth Avenue, N. W., who had been in declining health for a long while died last Friday at 12:30 and was buried on Saturday. She was a strict member of Mt. Zion A. M. E. Church for many years and was a stewardess.: [28, 338, 225, 428]
- divider: [1301, 874, 1469, 875]
- newspaper-title: THE RICHMOND PLANET, RICHMOND, VIRGINIA: [473, 10, 1118, 35]
- article-paragraph: Mr. and Mrs. C. J. Walker of the Community Cafe, corner of Eighth Avenue and Peach Road will furnish you with the delicacies and dainties of the season. There is polite service at the Community Cafe from early morn till the wee some hours of night.: [28, 718, 225, 810]
- farmville-body: [1286, 358, 1484, 603]
- douglas-body: [1286, 1177, 1484, 1282]
- article-paragraph: Boston, Mass., April—Authority to organize a battalion of colored troops as part of the National Guard of Massachusetts was communicated to Adjutant-General Jesse F. Stevens from the military authorities in Washington. The previous lack of this authority had heretofore been explained by Governor Coolidge as reasons for not organizing a Negro unit in connection with the reorganization in this State of the National Guard: [657, 1576, 854, 1746]
- article-paragraph: Mr. Aubrey Jones returned home after spending the past fourteen months in Detroit, Michigan. He is the guest of his parents, Mr. and Mrs. John Jones, 222 Fifth Avenue, N. W.: [28, 969, 225, 1033]
- article-paragraph: Stanfield and Howard, the "hustling-est" boy in town will deliver your papers to your door on time. Thomas Howard will reach you on his fine bicycle, while Stanfield will deliver on foot, because of the number of patrons he must supply with those wonderful plasters and Indian Herb Pills for your numerous aches and all the daring springtime, due to colds contracted during the Winter. Try them and convince yourself they are the best in the market. You may see the agent or his Madame at 153 We la Alley, and obtain the needed remedies and help for your health.: [28, 1642, 225, 1863]
- cosby-ad-body: [873, 2032, 1058, 2163]
- endowment-500-date: Quillins, Va., Jan. 23, 1920.: [1316, 631, 1454, 644]
- drinking-header: Steady Moderate Drinking Harmful.: [459, 1047, 633, 1074]
- article-paragraph: Mrs. Nannie L. R. Jackson, of Salem, Va. spent a pleasant and happy afternoon with Rev. and Mrs. F. G. Gravely recently.: [28, 239, 225, 290]
- article-paragraph: "The Negro in Politics" was the subject of a lecture delivered by Chandler Owen and A. Phillip Randolph of the staff of "The Messenger." The speakers told the large audience that for the next fifty or one hundred years, the only party with which the Negro could safely trust himself is the great Socialist Party; that the Socialist Party is the working people's party and is the only party that will make the world a better place to live in and America safe for the Negro.: [1077, 1806, 1274, 1989]
- troops-source: (American Negro Press.): [704, 1561, 807, 1572]
- trotter-header: Trotter Speaks in Reading, Pa.: [1296, 1288, 1474, 1315]
- article-paragraph: LABORERS' CREW, CHEF COOKS': [880, 1638, 1051, 1650]
- whereabouts-header: WANTS TO KNOW WHEREABOUTS: [276, 1891, 397, 1918]
- capital-city-body: [1077, 99, 1274, 2137]
- speaker-body: [867, 672, 1064, 882]
- heir-body: [657, 878, 854, 983]
- article-paragraph: Master of Ceremonies: [535, 742, 645, 754]
- cosby-ad-signature: COSBY OPTICAL COMPANY,: [882, 2165, 1048, 2178]
- south-carolina-header: SOUTH CAROLINA LETTER.: [244, 1613, 429, 1627]
- little-willie-body: [238, 448, 435, 1582]
- anderson-header: J. R. Anderson Resigns.: [1308, 1545, 1462, 1559]
- article-paragraph: A collector is like many other people, never welcome visitors, but most everybody will ask them to call again. (Do you get that?) It's like the man who left the city owing everybody. One of his creditors wrote him, asking him to come back and settle, you must be English if you don't get that. I heard a man say that the hardest thing in the world to do was to pay back money you borrow. The hardest thing some of us find to do is to borrow the money.: [238, 756, 435, 926]
- legislative-body: [657, 1784, 854, 2007]
- article-paragraph: Rev. and Mrs. Cravely had as their guest, their niece, Mrs. Lillian Gravely Smith and husband, Mr. Ernest Smith.: [28, 294, 225, 333]
- article-paragraph: Mrs. Rebecca Dykes left recently to visit her adopted daughter at Richmond, Va.: [238, 1795, 435, 1834]
- article-paragraph: SHIRT AND SHIRTWAIST MANUFACTURING ESTABLISHMENT: [901, 1452, 1030, 1488]
- roanoke-news-header: ROANOKE NEWS: [28, 51, 225, 93]
- adventists-body: [657, 1213, 854, 1304]
- article-paragraph: Come to Mt. Zion. A teaching priest and a singing choir.: [28, 2189, 225, 2215]
